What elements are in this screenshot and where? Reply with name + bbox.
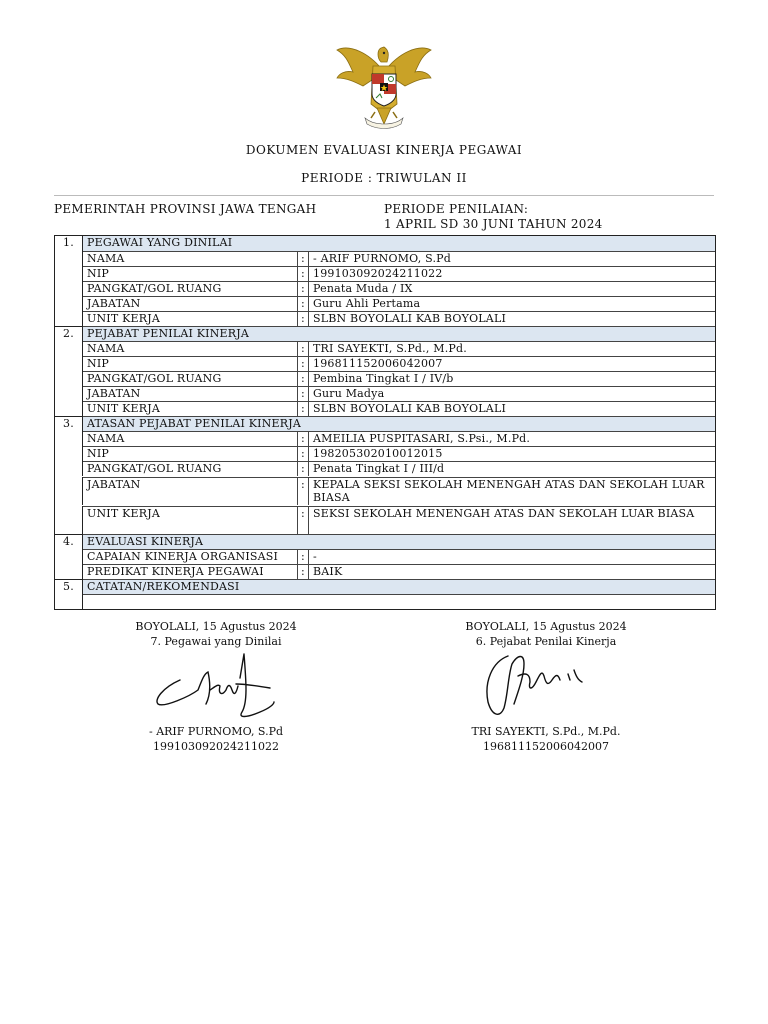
field-value: SEKSI SEKOLAH MENENGAH ATAS DAN SEKOLAH LUAR BIASA — [309, 506, 715, 534]
table-row — [55, 266, 715, 281]
field-label: CAPAIAN KINERJA ORGANISASI — [83, 549, 298, 564]
section-header — [55, 236, 715, 251]
field-label: NIP — [83, 356, 298, 371]
colon: : — [298, 356, 309, 371]
field-value: SLBN BOYOLALI KAB BOYOLALI — [309, 311, 715, 326]
field-value: SLBN BOYOLALI KAB BOYOLALI — [309, 401, 715, 416]
field-value: - — [309, 549, 715, 564]
section-number: 1. — [55, 236, 83, 251]
colon: : — [298, 506, 309, 534]
assessment-period — [384, 202, 603, 232]
table-row — [55, 341, 715, 356]
section-header — [55, 326, 715, 341]
signature-right-header — [446, 619, 646, 649]
field-value: 199103092024211022 — [309, 266, 715, 281]
field-label: NAMA — [83, 341, 298, 356]
assessment-period-range: 1 APRIL SD 30 JUNI TAHUN 2024 — [384, 217, 603, 231]
section-title: PEJABAT PENILAI KINERJA — [83, 326, 715, 341]
section-number: 2. — [55, 326, 83, 341]
colon: : — [298, 386, 309, 401]
colon: : — [298, 446, 309, 461]
section-number: 4. — [55, 534, 83, 549]
field-label: JABATAN — [83, 386, 298, 401]
field-value: KEPALA SEKSI SEKOLAH MENENGAH ATAS DAN SEKOLAH LUAR BIASA — [309, 477, 715, 505]
field-label: NAMA — [83, 251, 298, 266]
field-label: PREDIKAT KINERJA PEGAWAI — [83, 564, 298, 579]
field-label: NIP — [83, 446, 298, 461]
place-date: BOYOLALI, 15 Agustus 2024 — [135, 620, 297, 633]
signature-left-header — [116, 619, 316, 649]
table-row — [55, 549, 715, 564]
colon: : — [298, 266, 309, 281]
table-row — [55, 281, 715, 296]
table-row — [55, 476, 715, 505]
field-value: - ARIF PURNOMO, S.Pd — [309, 251, 715, 266]
colon: : — [298, 549, 309, 564]
table-row — [55, 311, 715, 326]
field-value: Penata Muda / IX — [309, 281, 715, 296]
section-number: 5. — [55, 579, 83, 594]
signature-right-image — [478, 646, 598, 722]
field-value: Penata Tingkat I / III/d — [309, 461, 715, 476]
colon: : — [298, 281, 309, 296]
colon: : — [298, 311, 309, 326]
signature-right-footer — [446, 724, 646, 754]
signer-name: - ARIF PURNOMO, S.Pd — [148, 725, 284, 738]
field-value: Guru Madya — [309, 386, 715, 401]
section-title: EVALUASI KINERJA — [83, 534, 715, 549]
field-label: PANGKAT/GOL RUANG — [83, 281, 298, 296]
assessment-period-label: PERIODE PENILAIAN: — [384, 202, 529, 216]
table-row — [55, 564, 715, 579]
section-header — [55, 416, 715, 431]
field-value: TRI SAYEKTI, S.Pd., M.Pd. — [309, 341, 715, 356]
field-value: AMEILIA PUSPITASARI, S.Psi., M.Pd. — [309, 431, 715, 446]
field-value: Guru Ahli Pertama — [309, 296, 715, 311]
section-header — [55, 579, 715, 594]
table-row — [55, 505, 715, 534]
evaluation-table — [54, 235, 716, 610]
signer-nip: 199103092024211022 — [153, 740, 279, 753]
field-value: Pembina Tingkat I / IV/b — [309, 371, 715, 386]
table-row — [55, 401, 715, 416]
table-row — [55, 461, 715, 476]
colon: : — [298, 477, 309, 505]
field-label: JABATAN — [83, 296, 298, 311]
section-title: ATASAN PEJABAT PENILAI KINERJA — [83, 416, 715, 431]
field-label: PANGKAT/GOL RUANG — [83, 461, 298, 476]
divider — [54, 195, 714, 196]
table-row — [55, 371, 715, 386]
field-value: BAIK — [309, 564, 715, 579]
document-period: PERIODE : TRIWULAN II — [301, 171, 467, 185]
field-label: UNIT KERJA — [83, 506, 298, 534]
section-header — [55, 534, 715, 549]
signer-role: 6. Pejabat Penilai Kinerja — [475, 635, 617, 648]
signature-left-image — [150, 650, 280, 722]
field-value: 198205302010012015 — [309, 446, 715, 461]
signer-name: TRI SAYEKTI, S.Pd., M.Pd. — [471, 725, 621, 738]
field-label: UNIT KERJA — [83, 311, 298, 326]
table-row — [55, 594, 715, 609]
field-label: PANGKAT/GOL RUANG — [83, 371, 298, 386]
table-row — [55, 356, 715, 371]
garuda-emblem-icon — [329, 42, 439, 132]
table-row — [55, 446, 715, 461]
agency-name: PEMERINTAH PROVINSI JAWA TENGAH — [54, 202, 317, 216]
field-label: NAMA — [83, 431, 298, 446]
colon: : — [298, 564, 309, 579]
document-title: DOKUMEN EVALUASI KINERJA PEGAWAI — [245, 143, 523, 157]
colon: : — [298, 341, 309, 356]
field-label: NIP — [83, 266, 298, 281]
field-label: UNIT KERJA — [83, 401, 298, 416]
field-label: JABATAN — [83, 477, 298, 505]
colon: : — [298, 296, 309, 311]
signer-nip: 196811152006042007 — [483, 740, 609, 753]
colon: : — [298, 251, 309, 266]
section-title: CATATAN/REKOMENDASI — [83, 579, 715, 594]
notes-cell — [83, 594, 715, 609]
table-row — [55, 431, 715, 446]
colon: : — [298, 371, 309, 386]
place-date: BOYOLALI, 15 Agustus 2024 — [465, 620, 627, 633]
field-value: 196811152006042007 — [309, 356, 715, 371]
table-row — [55, 251, 715, 266]
table-row — [55, 296, 715, 311]
table-row — [55, 386, 715, 401]
colon: : — [298, 401, 309, 416]
section-title: PEGAWAI YANG DINILAI — [83, 236, 715, 251]
colon: : — [298, 431, 309, 446]
section-number: 3. — [55, 416, 83, 431]
signature-left-footer — [116, 724, 316, 754]
signer-role: 7. Pegawai yang Dinilai — [150, 635, 282, 648]
colon: : — [298, 461, 309, 476]
